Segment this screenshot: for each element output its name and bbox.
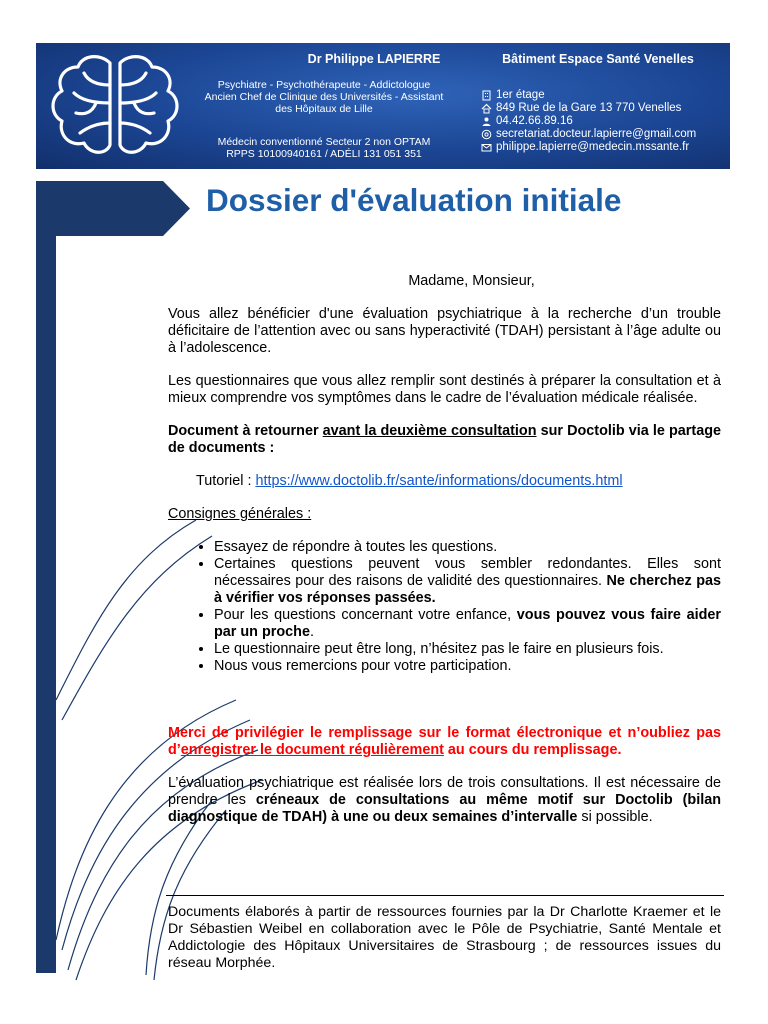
instructions-heading: Consignes générales : — [168, 506, 312, 522]
list-item — [214, 641, 721, 658]
list-item — [214, 539, 721, 556]
list-item-text: Nous vous remercions pour votre participation. — [214, 658, 512, 674]
contact-email — [480, 128, 696, 141]
intro-paragraph: Vous allez bénéficier d'une évaluation psychiatrique à la recherche d’un trouble déficitaire de l’attention avec ou sans hyperactivité (TDAH) persistant à l’âge adulte ou à l’adolescence. — [168, 306, 721, 356]
footer-divider — [166, 895, 724, 896]
contact-text: 1er étage — [496, 89, 545, 101]
salutation: Madame, Monsieur, — [408, 273, 535, 289]
contact-text: philippe.lapierre@medecin.mssante.fr — [496, 141, 690, 153]
tutorial-line — [168, 473, 721, 490]
contact-address — [480, 102, 696, 115]
list-item-text: Certaines questions peuvent vous sembler redondantes. Elles sont nécessaires pour des raisons de validité des questionnaires. — [214, 556, 721, 589]
return-deadline: avant la deuxième consultation — [322, 423, 537, 439]
contact-text: secretariat.docteur.lapierre@gmail.com — [496, 128, 697, 140]
qualification-line: Psychiatre - Psychothérapeute - Addictologue — [217, 79, 431, 91]
house-icon — [480, 103, 493, 114]
list-item-emphasis: Ne cherchez pas à vérifier vos réponses passées. — [214, 573, 721, 606]
building-name: Bâtiment Espace Santé Venelles — [502, 52, 694, 66]
letterhead-banner — [36, 43, 730, 169]
list-item-emphasis: vous pouvez vous faire aider par un proche — [214, 607, 721, 640]
notice-text: Merci de privilégier le remplissage sur le format électronique et n’oubliez pas d’ — [168, 725, 721, 758]
convention-line: Médecin conventionné Secteur 2 non OPTAM — [217, 136, 431, 148]
convention-info — [200, 136, 448, 160]
consultation-emphasis: créneaux de consultations au même motif sur Doctolib (bilan diagnostique de TDAH) à une ou deux semaines d’intervalle — [168, 792, 722, 825]
consultation-text: L’évaluation psychiatrique est réalisée lors de trois consultations. Il est nécessaire de prendre les — [168, 775, 721, 808]
return-text: Document à retourner — [168, 423, 323, 439]
qualification-line: Ancien Chef de Clinique des Universités - Assistant — [204, 91, 444, 103]
notice-text: au cours du remplissage. — [443, 742, 622, 758]
brain-logo-icon — [40, 45, 190, 167]
list-item — [214, 556, 721, 607]
contact-list — [480, 89, 696, 154]
registration-line: RPPS 10100940161 / ADÉLI 131 051 351 — [226, 148, 422, 160]
return-text: sur Doctolib via le partage de documents : — [168, 423, 721, 456]
list-item — [214, 607, 721, 641]
footer-credits: Documents élaborés à partir de ressources fournies par la Dr Charlotte Kraemer et le Dr Sébastien Weibel en collaboration avec le Pôle de Psychiatrie, Santé Mentale et Addictologie des Hôpitaux Universitaires de Strasbourg ; de ressources issues du réseau Morphée. — [168, 904, 721, 971]
tutorial-link[interactable]: https://www.doctolib.fr/sante/informations/documents.html — [255, 473, 623, 489]
list-item-text: Pour les questions concernant votre enfance, — [214, 607, 517, 623]
doctor-name: Dr Philippe LAPIERRE — [307, 52, 441, 66]
qualification-line: des Hôpitaux de Lille — [275, 103, 373, 115]
building-icon — [480, 90, 493, 101]
contact-text: 849 Rue de la Gare 13 770 Venelles — [496, 102, 682, 114]
document-title: Dossier d'évaluation initiale — [206, 182, 622, 218]
notice-emphasis: enregistrer le document régulièrement — [180, 742, 444, 758]
contact-floor — [480, 89, 696, 102]
list-item-text: Le questionnaire peut être long, n’hésitez pas le faire en plusieurs fois. — [214, 641, 664, 657]
contact-text: 04.42.66.89.16 — [496, 115, 573, 127]
phone-icon — [480, 116, 493, 127]
return-instruction — [168, 423, 721, 457]
instructions-list — [168, 539, 721, 675]
secure-mail-icon — [480, 142, 493, 153]
letter-body — [168, 273, 721, 826]
consultation-text: si possible. — [577, 809, 653, 825]
consultation-paragraph — [168, 775, 721, 826]
list-item-text: . — [309, 624, 314, 640]
purpose-paragraph: Les questionnaires que vous allez remplir sont destinés à préparer la consultation et à mieux comprendre vos symptômes dans le cadre de l’évaluation médicale réalisée. — [168, 373, 721, 406]
contact-secure-email — [480, 141, 696, 154]
title-chevron-shape — [36, 181, 190, 236]
list-item — [214, 658, 721, 675]
electronic-format-notice — [168, 725, 721, 759]
email-icon — [480, 129, 493, 140]
contact-phone — [480, 115, 696, 128]
list-item-text: Essayez de répondre à toutes les questions. — [214, 539, 498, 555]
tutorial-label: Tutoriel : — [196, 473, 256, 489]
doctor-qualifications — [200, 79, 448, 115]
